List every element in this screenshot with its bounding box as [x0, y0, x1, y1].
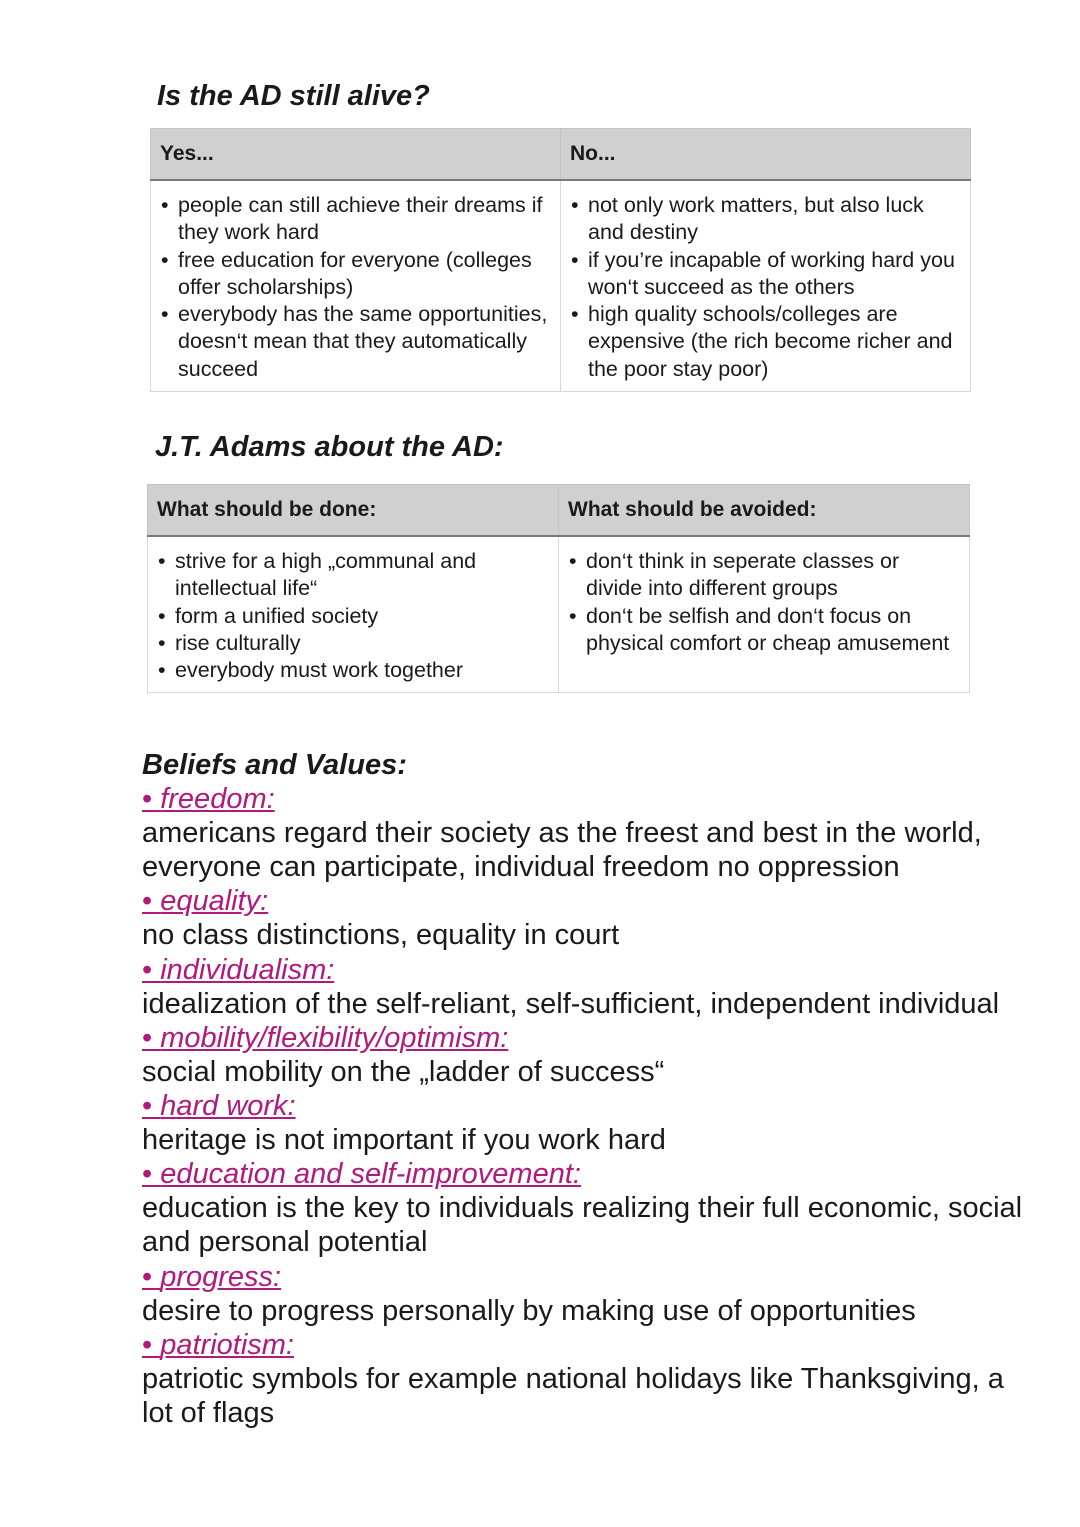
list-item: • people can still achieve their dreams if they work hard: [158, 192, 552, 247]
belief-term: • freedom:: [142, 783, 275, 815]
belief-term: • hard work:: [142, 1090, 296, 1123]
no-cell: [561, 180, 971, 392]
no-column-header: No...: [561, 129, 971, 181]
belief-term: • mobility/flexibility/optimism:: [142, 1021, 509, 1054]
belief-description: desire to progress personally by making use of opportunities: [142, 1294, 916, 1327]
beliefs-title: Beliefs and Values:: [142, 749, 407, 781]
avoid-cell: [559, 536, 970, 693]
belief-description: patriotic symbols for example national holidays like Thanksgiving, a lot of flags: [142, 1362, 1004, 1430]
belief-term: • equality:: [142, 885, 269, 918]
beliefs-section: [142, 748, 1042, 1430]
done-list: [155, 548, 550, 684]
belief-term: • patriotism:: [142, 1328, 294, 1361]
list-item: • everybody has the same opportunities, doesn‘t mean that they automatically succeed: [158, 301, 552, 383]
yes-list: [158, 192, 552, 383]
list-item: • high quality schools/colleges are expensive (the rich become richer and the poor stay poor): [568, 301, 962, 383]
list-item: • rise culturally: [155, 630, 550, 657]
avoid-list: [566, 548, 961, 657]
belief-description: no class distinctions, equality in court: [142, 919, 620, 952]
done-cell: [148, 536, 559, 693]
belief-term: • progress:: [142, 1260, 282, 1293]
yes-column-header: Yes...: [151, 129, 561, 181]
done-column-header: What should be done:: [148, 485, 559, 537]
list-item: • form a unified society: [155, 603, 550, 630]
list-item: • strive for a high „communal and intellectual life“: [155, 548, 550, 603]
list-item: • free education for everyone (colleges offer scholarships): [158, 247, 552, 302]
belief-description: heritage is not important if you work hard: [142, 1124, 666, 1157]
belief-description: social mobility on the „ladder of success“: [142, 1055, 665, 1088]
belief-term: • education and self-improvement:: [142, 1158, 581, 1191]
list-item: • everybody must work together: [155, 657, 550, 684]
list-item: • if you’re incapable of working hard you won‘t succeed as the others: [568, 247, 962, 302]
adams-table: [147, 484, 970, 693]
list-item: • not only work matters, but also luck and destiny: [568, 192, 962, 247]
table-header-row: [148, 485, 970, 537]
no-list: [568, 192, 962, 383]
belief-description: education is the key to individuals realizing their full economic, social and personal potential: [142, 1192, 1023, 1259]
ad-alive-table: [150, 128, 971, 392]
table-row: [151, 180, 971, 392]
avoid-column-header: What should be avoided:: [559, 485, 970, 537]
table-row: [148, 536, 970, 693]
list-item: • don‘t think in seperate classes or divide into different groups: [566, 548, 961, 603]
section-title-adams: J.T. Adams about the AD:: [155, 431, 504, 463]
table-header-row: [151, 129, 971, 181]
belief-description: americans regard their society as the freest and best in the world, everyone can participate, individual freedom no oppression: [142, 817, 982, 884]
yes-cell: [151, 180, 561, 392]
belief-term: • individualism:: [142, 953, 335, 986]
section-title-ad-alive: Is the AD still alive?: [157, 80, 430, 112]
belief-description: idealization of the self-reliant, self-sufficient, independent individual: [142, 987, 1000, 1020]
list-item: • don‘t be selfish and don‘t focus on physical comfort or cheap amusement: [566, 603, 961, 658]
